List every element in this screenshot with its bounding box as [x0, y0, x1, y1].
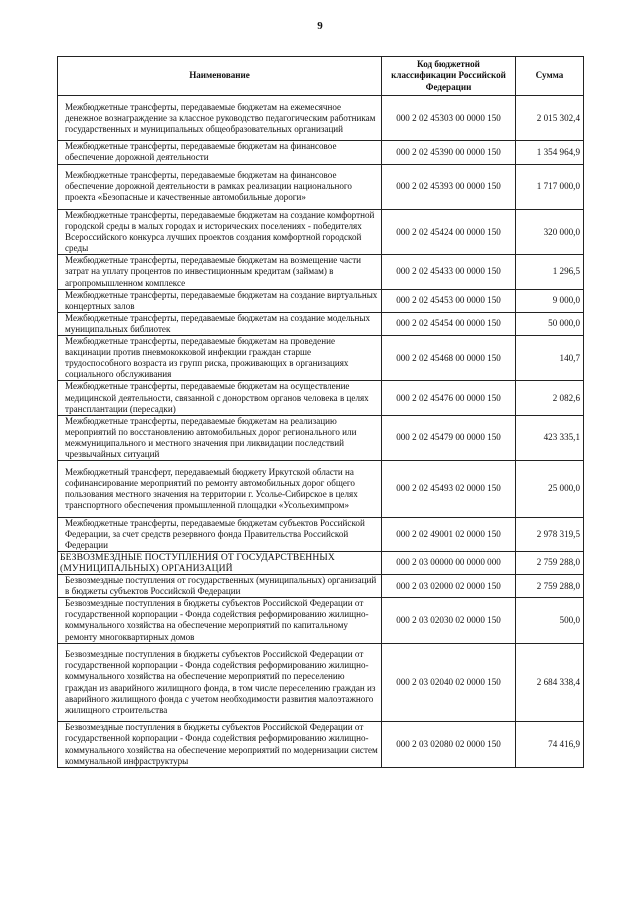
row-name: Безвозмездные поступления в бюджеты субъектов Российской Федерации от государственной корпорации - Фонда содействия реформированию жилищно-коммунального хозяйства на обеспечение мероприятий по капитальному ремонту многоквартирных домов: [58, 598, 382, 643]
row-code: 000 2 02 45476 00 0000 150: [382, 381, 516, 415]
row-name: Безвозмездные поступления в бюджеты субъектов Российской Федерации от государственной корпорации - Фонда содействия реформированию жилищно-коммунального хозяйства на обеспечение мероприятий по переселению граждан из аварийного жилищного фонда, в том числе переселению граждан из аварийного жилищного фонда с учетом необходимости развития малоэтажного жилищного строительства: [58, 643, 382, 722]
row-code: 000 2 02 45454 00 0000 150: [382, 312, 516, 335]
row-sum: 423 335,1: [516, 415, 584, 460]
row-sum: 320 000,0: [516, 209, 584, 254]
table-row: [58, 598, 584, 643]
row-code: 000 2 02 45493 02 0000 150: [382, 461, 516, 518]
row-name: Межбюджетный трансферт, передаваемый бюджету Иркутской области на софинансирование мероприятий по ремонту автомобильных дорог общего пользования местного значения на территории г. Усолье-Сибирское в целях транспортного обеспечения промышленной площадки «Усольехимпром»: [58, 461, 382, 518]
row-sum: 25 000,0: [516, 461, 584, 518]
row-code: 000 2 03 00000 00 0000 000: [382, 551, 516, 574]
row-name: Межбюджетные трансферты, передаваемые бюджетам на возмещение части затрат на уплату процентов по инвестиционным кредитам (займам) в агропромышленном комплексе: [58, 255, 382, 289]
table-row: [58, 209, 584, 254]
row-sum: 74 416,9: [516, 722, 584, 767]
row-name: Межбюджетные трансферты, передаваемые бюджетам на создание комфортной городской среды в малых городах и исторических поселениях - победителях Всероссийского конкурса лучших проектов создания комфортной городской среды: [58, 209, 382, 254]
row-code: 000 2 02 45424 00 0000 150: [382, 209, 516, 254]
row-code: 000 2 02 45468 00 0000 150: [382, 336, 516, 381]
row-code: 000 2 02 45390 00 0000 150: [382, 141, 516, 164]
row-sum: 50 000,0: [516, 312, 584, 335]
row-name: Межбюджетные трансферты, передаваемые бюджетам субъектов Российской Федерации, за счет средств резервного фонда Правительства Российской Федерации: [58, 517, 382, 551]
row-code: 000 2 02 45303 00 0000 150: [382, 96, 516, 141]
table-row: [58, 312, 584, 335]
row-name: Безвозмездные поступления в бюджеты субъектов Российской Федерации от государственной корпорации - Фонда содействия реформированию жилищно-коммунального хозяйства на обеспечение мероприятий по модернизации систем коммунальной инфраструктуры: [58, 722, 382, 767]
row-sum: 1 354 964,9: [516, 141, 584, 164]
table-row: [58, 551, 584, 574]
row-name: Межбюджетные трансферты, передаваемые бюджетам на создание виртуальных концертных залов: [58, 289, 382, 312]
row-name: Межбюджетные трансферты, передаваемые бюджетам на создание модельных муниципальных библиотек: [58, 312, 382, 335]
budget-revenue-table: [57, 56, 584, 768]
row-sum: 140,7: [516, 336, 584, 381]
table-row: [58, 415, 584, 460]
row-sum: 2 759 288,0: [516, 575, 584, 598]
row-sum: 2 684 338,4: [516, 643, 584, 722]
row-code: 000 2 03 02000 02 0000 150: [382, 575, 516, 598]
row-name: Межбюджетные трансферты, передаваемые бюджетам на финансовое обеспечение дорожной деятельности: [58, 141, 382, 164]
table-header-row: [58, 57, 584, 96]
table-row: [58, 381, 584, 415]
row-sum: 500,0: [516, 598, 584, 643]
table-row: [58, 255, 584, 289]
table-row: [58, 141, 584, 164]
row-code: 000 2 03 02080 02 0000 150: [382, 722, 516, 767]
table-row: [58, 289, 584, 312]
row-name: Межбюджетные трансферты, передаваемые бюджетам на ежемесячное денежное вознаграждение за классное руководство педагогическим работникам государственных и муниципальных общеобразовательных организаций: [58, 96, 382, 141]
row-code: 000 2 02 45479 00 0000 150: [382, 415, 516, 460]
table-row: [58, 575, 584, 598]
row-code: 000 2 02 45453 00 0000 150: [382, 289, 516, 312]
row-sum: 1 296,5: [516, 255, 584, 289]
row-code: 000 2 02 45393 00 0000 150: [382, 164, 516, 209]
row-code: 000 2 03 02040 02 0000 150: [382, 643, 516, 722]
row-sum: 2 759 288,0: [516, 551, 584, 574]
header-sum: Сумма: [516, 57, 584, 96]
row-sum: 1 717 000,0: [516, 164, 584, 209]
page-number: 9: [317, 20, 323, 32]
row-sum: 9 000,0: [516, 289, 584, 312]
row-sum: 2 015 302,4: [516, 96, 584, 141]
row-name: Межбюджетные трансферты, передаваемые бюджетам на финансовое обеспечение дорожной деятельности в рамках реализации национального проекта «Безопасные и качественные автомобильные дороги»: [58, 164, 382, 209]
row-code: 000 2 02 49001 02 0000 150: [382, 517, 516, 551]
row-name: Межбюджетные трансферты, передаваемые бюджетам на реализацию мероприятий по восстановлению автомобильных дорог регионального или межмуниципального и местного значения при ликвидации последствий чрезвычайных ситуаций: [58, 415, 382, 460]
table-row: [58, 517, 584, 551]
header-name: Наименование: [58, 57, 382, 96]
table-row: [58, 164, 584, 209]
row-name: Безвозмездные поступления от государственных (муниципальных) организаций в бюджеты субъектов Российской Федерации: [58, 575, 382, 598]
table-row: [58, 96, 584, 141]
row-code: 000 2 03 02030 02 0000 150: [382, 598, 516, 643]
table-row: [58, 643, 584, 722]
row-sum: 2 978 319,5: [516, 517, 584, 551]
table-row: [58, 336, 584, 381]
header-code: Код бюджетной классификации Российской Федерации: [382, 57, 516, 96]
table-row: [58, 461, 584, 518]
row-name: Межбюджетные трансферты, передаваемые бюджетам на проведение вакцинации против пневмококковой инфекции граждан старше трудоспособного возраста из групп риска, проживающих в организациях социального обслуживания: [58, 336, 382, 381]
row-sum: 2 082,6: [516, 381, 584, 415]
row-name: Межбюджетные трансферты, передаваемые бюджетам на осуществление медицинской деятельности, связанной с донорством органов человека в целях трансплантации (пересадки): [58, 381, 382, 415]
row-code: 000 2 02 45433 00 0000 150: [382, 255, 516, 289]
table-body: [58, 96, 584, 768]
table-row: [58, 722, 584, 767]
row-name: БЕЗВОЗМЕЗДНЫЕ ПОСТУПЛЕНИЯ ОТ ГОСУДАРСТВЕННЫХ (МУНИЦИПАЛЬНЫХ) ОРГАНИЗАЦИЙ: [58, 551, 382, 574]
